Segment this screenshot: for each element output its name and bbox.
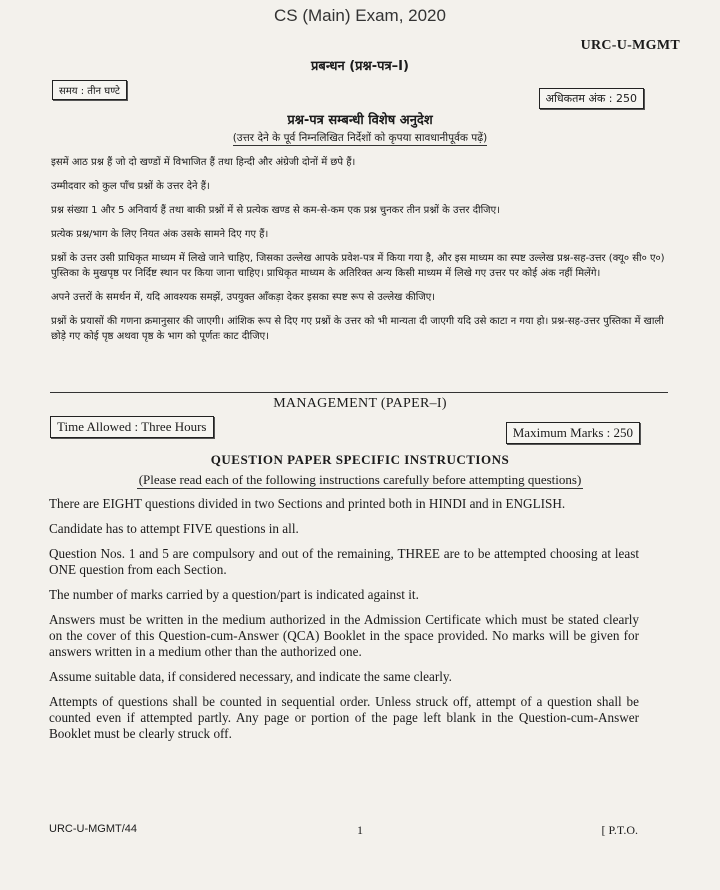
english-instruction: Answers must be written in the medium authorized in the Admission Certificate which must be stated clearly on the cover of this Question-cum-Answer (QCA) Booklet in the space provided. No marks will be given for answers written in a medium other than the authorized one.: [49, 612, 639, 659]
english-instructions-heading: QUESTION PAPER SPECIFIC INSTRUCTIONS: [210, 452, 510, 467]
hindi-instructions-list: [51, 155, 667, 353]
english-instruction: Attempts of questions shall be counted in sequential order. Unless struck off, attempt of a question shall be counted even if attempted partly. Any page or portion of the page left blank in the Question-cum-Answer Booklet must be clearly struck off.: [49, 694, 639, 741]
english-time-allowed-box: Time Allowed : Three Hours: [50, 416, 214, 438]
hindi-instruction: प्रत्येक प्रश्न/भाग के लिए नियत अंक उसके सामने दिए गए हैं।: [51, 229, 269, 240]
english-max-marks-box: Maximum Marks : 250: [506, 422, 640, 444]
english-instruction: The number of marks carried by a question/part is indicated against it.: [49, 587, 419, 602]
hindi-instructions-heading: प्रश्न-पत्र सम्बन्धी विशेष अनुदेश: [287, 113, 433, 128]
paper-code: URC-U-MGMT: [580, 38, 680, 53]
hindi-max-marks-box: अधिकतम अंक : 250: [539, 88, 644, 109]
pto-label: [ P.T.O.: [601, 823, 638, 837]
hindi-time-allowed-box: समय : तीन घण्टे: [52, 80, 127, 100]
english-instruction: Assume suitable data, if considered necessary, and indicate the same clearly.: [49, 669, 452, 684]
hindi-instruction: उम्मीदवार को कुल पाँच प्रश्नों के उत्तर देने हैं।: [51, 181, 210, 192]
hindi-instruction: प्रश्नों के उत्तर उसी प्राधिकृत माध्यम में लिखे जाने चाहिए, जिसका उल्लेख आपके प्रवेश-पत्र में किया गया है, और इस माध्यम का स्पष्ट उल्लेख प्रश्न-सह-उत्तर (क्यू० सी० ए०) पुस्तिका के मुखपृष्ठ पर निर्दिष्ट स्थान पर किया जाना चाहिए। प्राधिकृत माध्यम के अतिरिक्त अन्य किसी माध्यम में लिखे गए उत्तर पर कोई अंक नहीं मिलेंगे।: [51, 253, 665, 279]
hindi-instruction: अपने उत्तरों के समर्थन में, यदि आवश्यक समझें, उपयुक्त आँकड़ा देकर इसका स्पष्ट रूप से उल्लेख कीजिए।: [51, 292, 436, 303]
english-instructions-list: [49, 496, 639, 751]
english-instructions-subheading: (Please read each of the following instructions carefully before attempting questions): [138, 472, 582, 487]
page-number: 1: [357, 823, 363, 837]
hindi-instruction: प्रश्नों के प्रयासों की गणना क्रमानुसार की जाएगी। आंशिक रूप से दिए गए प्रश्नों के उत्तर को भी मान्यता दी जाएगी यदि उसे काटा न गया हो। प्रश्न-सह-उत्तर पुस्तिका में खाली छोड़े गए कोई पृष्ठ अथवा पृष्ठ के भाग को पूर्णतः काट दीजिए।: [51, 316, 664, 342]
hindi-instruction: प्रश्न संख्या 1 और 5 अनिवार्य हैं तथा बाकी प्रश्नों में से प्रत्येक खण्ड से कम-से-कम एक प्रश्न चुनकर तीन प्रश्नों के उत्तर दीजिए।: [51, 205, 500, 216]
english-instruction: There are EIGHT questions divided in two Sections and printed both in HINDI and in ENGLISH.: [49, 496, 566, 511]
english-paper-title: MANAGEMENT (PAPER–I): [273, 396, 447, 411]
section-divider: [50, 392, 668, 393]
exam-title: CS (Main) Exam, 2020: [274, 6, 446, 25]
english-instruction: Candidate has to attempt FIVE questions in all.: [49, 521, 299, 536]
footer-paper-code: URC-U-MGMT/44: [49, 823, 137, 835]
hindi-instructions-subheading: (उत्तर देने के पूर्व निम्नलिखित निर्देशों को कृपया सावधानीपूर्वक पढ़ें): [232, 132, 488, 144]
english-instruction: Question Nos. 1 and 5 are compulsory and out of the remaining, THREE are to be attempted choosing at least ONE question from each Section.: [49, 546, 639, 577]
hindi-instruction: इसमें आठ प्रश्न हैं जो दो खण्डों में विभाजित हैं तथा हिन्दी और अंग्रेजी दोनों में छपे हैं।: [51, 157, 356, 168]
hindi-paper-title: प्रबन्धन (प्रश्न-पत्र–I): [311, 59, 409, 74]
